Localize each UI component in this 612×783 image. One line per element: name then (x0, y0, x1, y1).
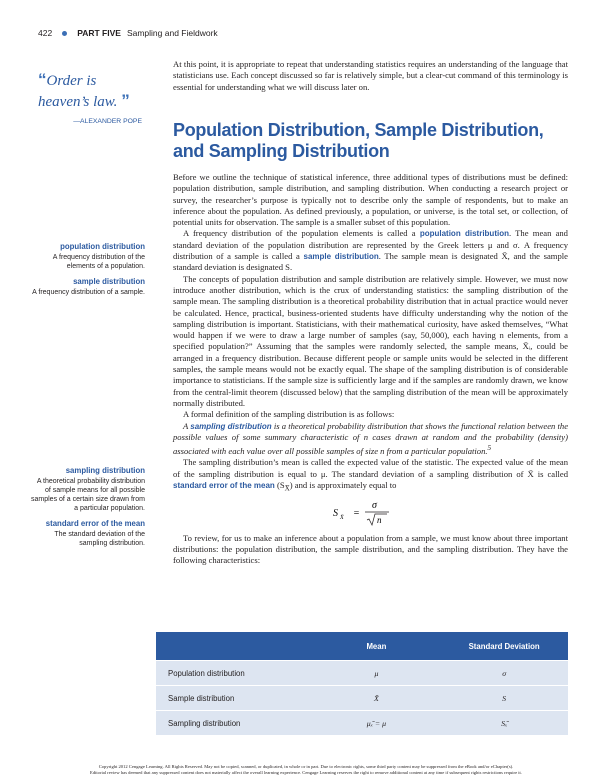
margin-note-text: The standard deviation of the sampling distribution. (54, 531, 145, 547)
table-cell: μₓ̄ = μ (313, 711, 441, 736)
table-cell: Population distribution (156, 661, 313, 686)
formula-lhs: S (332, 507, 338, 519)
p5-text-c: ) and is approximately equal to (289, 479, 397, 490)
margin-notes-bottom (30, 466, 145, 554)
paragraph-5 (173, 457, 568, 495)
p5-subscript: X̄ (284, 484, 290, 493)
formula-numerator: σ (371, 499, 377, 511)
footnote-ref: 5 (487, 444, 492, 453)
footer-line-1: Copyright 2012 Cengage Learning. All Rights Reserved. May not be copied, scanned, or duplicated, in whole or in part. Due to electronic rights, some third party content may be suppressed from the eBook and/or eChapter(s). (98, 764, 514, 769)
copyright-footer (0, 764, 612, 776)
paragraph-2 (173, 228, 568, 273)
key-term-population-distribution: population distribution (419, 229, 509, 239)
page-number: 422 (38, 28, 53, 38)
table-cell: Sampling distribution (156, 711, 313, 736)
key-term-sample-distribution: sample distribution (303, 252, 379, 262)
table-header-row (156, 632, 568, 661)
bullet-dot-icon (62, 31, 67, 36)
paragraph-6: To review, for us to make an inference about a population from a sample, we must know about three important distributions: the population distribution, the sample distribution, and the sampling distribution. They have the following characteristics: (173, 532, 568, 566)
p5-text-a: The sampling distribution’s mean is called the expected value of the statistic. The expected value of the mean of the sampling distribution is equal to μ. The standard deviation of a sampling distribution of X̄ is called (173, 457, 568, 479)
margin-note-text: A frequency distribution of the elements of a population. (52, 254, 145, 270)
intro-paragraph: At this point, it is appropriate to repeat that understanding statistics requires an understanding of the language that statisticians use. Each concept discussed so far is relatively simple, but a clear-cut command of this terminology is essential for understanding what we will discuss later on. (173, 59, 568, 92)
table-cell: σ (440, 661, 568, 686)
formula-denominator: n (376, 514, 381, 525)
quote-author: —ALEXANDER POPE (73, 118, 142, 125)
section-label: Sampling and Fieldwork (126, 28, 218, 38)
footer-line-2: Editorial review has deemed that any suppressed content does not materially affect the overall learning experience. Cengage Learning reserves the right to remove additional content at any time if subsequent rights restrictions require it. (90, 770, 522, 775)
margin-note-title: population distribution (60, 242, 145, 251)
margin-note-sampling (30, 466, 145, 513)
formula-graphic (331, 499, 411, 527)
margin-note-text: A frequency distribution of a sample. (32, 289, 145, 296)
table-row (156, 661, 568, 686)
p5-text-b: (S (274, 479, 285, 490)
formula-lhs-sub: X̄ (339, 514, 344, 521)
table-header-cell: Mean (313, 632, 441, 661)
margin-note-sample (30, 277, 145, 297)
table-cell: Sₓ̄ (440, 711, 568, 736)
open-quote-icon: “ (38, 70, 47, 89)
table-cell: S (440, 686, 568, 711)
def-text-a: A (183, 420, 191, 431)
key-term-sampling-distribution: sampling distribution (190, 421, 272, 431)
distribution-table (156, 632, 568, 735)
paragraph-4: A formal definition of the sampling distribution is as follows: (183, 409, 395, 420)
margin-note-standard-error (30, 519, 145, 548)
margin-note-title: sample distribution (73, 277, 145, 286)
quote-text-block (38, 70, 142, 112)
margin-note-text: A theoretical probability distribution of sample means for all possible samples of a certain size drawn from a particular population. (31, 478, 145, 512)
p2-text-b: . The mean and standard deviation of the population distribution are represented by the Greek letters μ and σ. A frequency distribution of a sample is called a (173, 228, 568, 262)
def-text-b: is a theoretical probability distribution that shows the functional relation between the possible values of some summary characteristic of n cases drawn at random and the probability (density) associated with each value over all possible samples of size n from a particular population. (173, 420, 569, 456)
p2-text-c: . The sample mean is designated X̄, and the sample standard deviation is designated S. (173, 251, 568, 273)
part-label: PART FIVE (77, 28, 121, 38)
margin-notes-top (30, 242, 145, 303)
quote-text: Order is heaven’s law. (38, 73, 118, 110)
table-header-cell (156, 632, 313, 661)
definition-sampling-distribution (173, 421, 568, 458)
table-cell: μ (313, 661, 441, 686)
paragraph-3: The concepts of population distribution and sample distribution are relatively simple. However, we must now introduce another distribution, which is the crux of understanding statistics: the sampling distribution of the sample mean. The sampling distribution is a theoretical probability distribution that in actual practice would never be calculated. Hence, practical, business-oriented students have difficulty understanding why the notion of the sampling distribution is important. Statisticians, with their mathematical curiosity, have asked themselves, “What would happen if we were to draw a large number of samples (say, 50,000), each having n elements, from a specified population?” Assuming that the samples were randomly selected, the sample means, X̄ᵢ, could be arranged in a frequency distribution. Because different people or sample units would be selected in the different samples, the sample means would not be exactly equal. The shape of the sampling distribution is of considerable importance to statisticians. If the sample size is sufficiently large and if the samples are randomly drawn, we know from the central-limit theorem (discussed below) that the sampling distribution of the mean will be approximately normally distributed. (173, 273, 568, 408)
formula-equals: = (352, 507, 360, 519)
p2-text-a: A frequency distribution of the population elements is called a (183, 228, 420, 239)
close-quote-icon: ” (121, 91, 130, 110)
running-header (38, 28, 218, 38)
table-row (156, 711, 568, 736)
section-heading: Population Distribution, Sample Distribution, and Sampling Distribution (173, 120, 544, 161)
standard-error-formula (173, 499, 568, 525)
key-term-standard-error: standard error of the mean (173, 480, 275, 490)
main-text (173, 172, 568, 567)
table-cell: X̄ (313, 686, 441, 711)
epigraph (38, 70, 142, 125)
table-cell: Sample distribution (156, 686, 313, 711)
paragraph-1: Before we outline the technique of statistical inference, three additional types of distributions must be defined: population distribution, sample distribution, and sampling distribution. When conducting a research project or survey, the researcher’s purpose is typically not to describe only the sample of respondents, but to make an inference about the population. As defined previously, a population, or universe, is the total set, or collection, of potential units for observation. The sample is a smaller subset of this population. (173, 172, 568, 228)
intro-section (173, 59, 568, 93)
table-row (156, 686, 568, 711)
margin-note-population (30, 242, 145, 271)
margin-note-title: sampling distribution (65, 466, 145, 475)
table-header-cell: Standard Deviation (440, 632, 568, 661)
margin-note-title: standard error of the mean (45, 519, 145, 528)
